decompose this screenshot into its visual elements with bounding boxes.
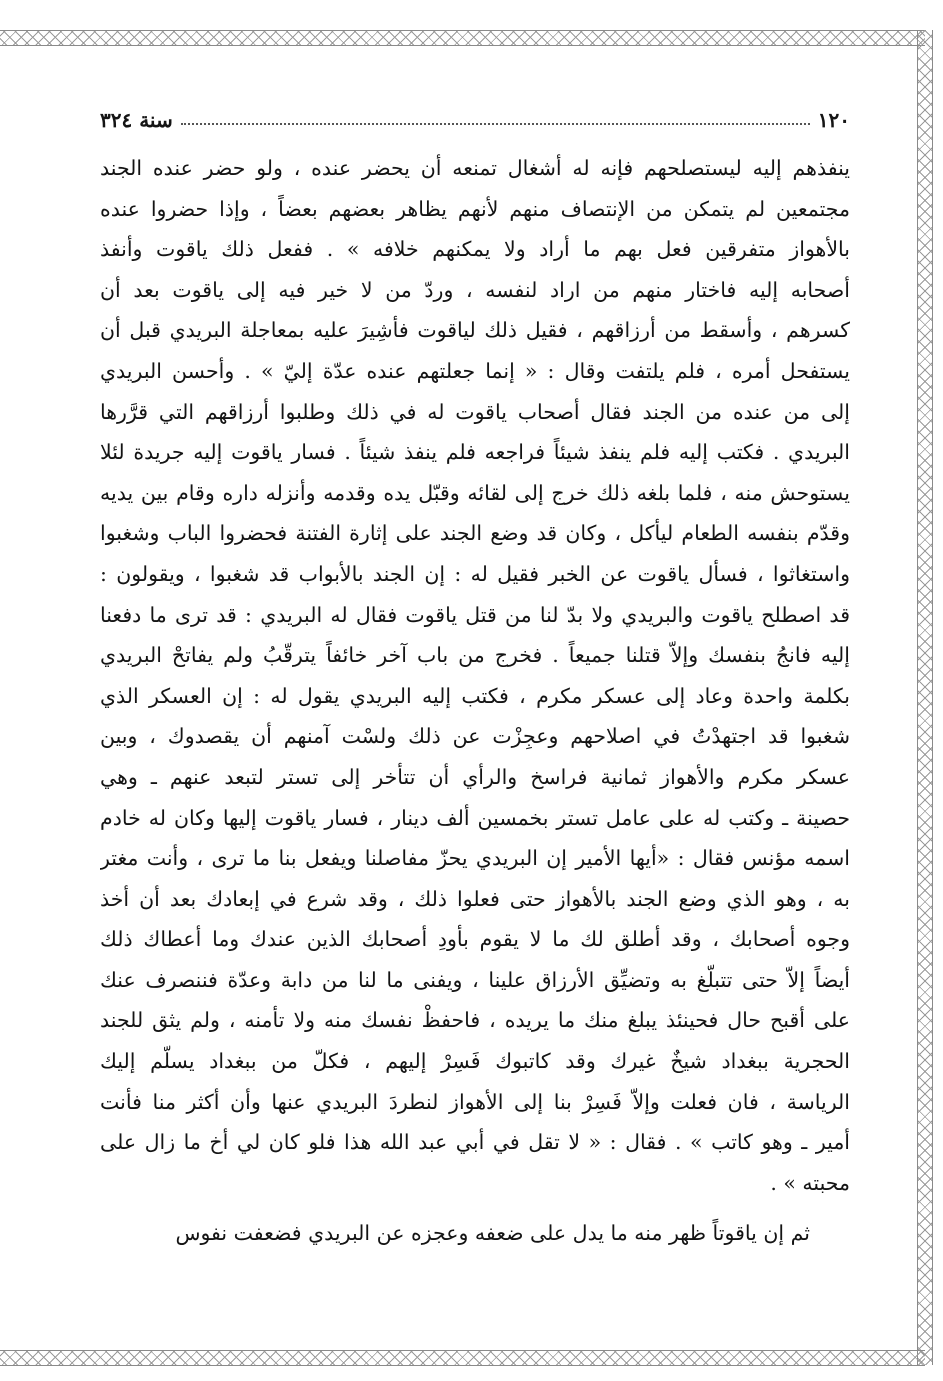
decorative-border-bottom	[0, 1350, 925, 1366]
body-text	[100, 148, 850, 1254]
paragraph-gap	[100, 1203, 850, 1213]
text-line: على أقبح حال فحينئذ يبلغ منك ما يريده ، فاحفظْ نفسك منه ولا تأمنه ، ولم يثق للجند	[100, 1008, 850, 1033]
text-line: يستوحش منه ، فلما بلغه ذلك خرج إلى لقائه وقبّل يده وقدمه وأنزله داره وقام بين يديه	[100, 480, 850, 505]
text-line: الرياسة ، فان فعلت وإلاّ فَسِرْ بنا إلى الأهواز لنطردَ البريدي عنها وأن أكثر منا فأنت	[100, 1089, 850, 1114]
text-line: أيضاً إلاّ حتى تتبلّغ به وتضيِّق الأرزاق علينا ، ويفنى ما لنا من دابة وعدّة فننصرف عنك	[100, 967, 850, 992]
text-line: كسرهم ، وأسقط من أرزاقهم ، فقيل ذلك لياقوت فأشِيرَ عليه بمعاجلة البريدي قبل أن	[100, 318, 850, 343]
page-header	[100, 100, 850, 132]
text-line: اسمه مؤنس فقال : «أيها الأمير إن البريدي يحزّ مفاصلنا ويفعل بنا ما ترى ، وأنت مغتر	[100, 846, 850, 871]
header-dotted-leader	[181, 123, 810, 125]
text-line: وقدّم بنفسه الطعام ليأكل ، وكان قد وضع الجند على إثارة الفتنة فحضروا الباب وشغبوا	[100, 521, 850, 546]
text-line: قد اصطلح ياقوت والبريدي ولا بدّ لنا من قتل ياقوت فقال له البريدي : قد ترى ما دفعنا	[100, 602, 850, 627]
text-line: ينفذهم إليه ليستصلحهم فإنه له أشغال تمنعه أن يحضر عنده ، ولو حضر عنده الجند	[100, 156, 850, 180]
year-label: سنة ٣٢٤	[100, 108, 173, 132]
text-line: حصينة ـ وكتب له على عامل تستر بخمسين ألف دينار ، فسار ياقوت إليها وكان له خادم	[100, 805, 850, 830]
text-line: البريدي . فكتب إليه فلم ينفذ شيئاً فراجعه فلم ينفذ شيئاً . فسار ياقوت إليه جريدة لئلا	[100, 440, 850, 465]
page-number: ١٢٠	[817, 108, 850, 132]
text-line: واستغاثوا ، فسأل ياقوت عن الخبر فقيل له : إن الجند بالأبواب قد شغبوا ، ويقولون :	[100, 561, 850, 586]
text-line: عسكر مكرم والأهواز ثمانية فراسخ والرأي أن تتأخر إلى تستر لتبعد عنهم ـ وهي	[100, 764, 850, 789]
text-line: يستفحل أمره ، فلم يلتفت وقال : « إنما جعلتهم عنده عدّة إليّ » . وأحسن البريدي	[100, 358, 850, 383]
text-line: الحجرية ببغداد شيخٌ غيرك وقد كاتبوك فَسِرْ إليهم ، فكلّ من ببغداد يسلّم إليك	[100, 1049, 850, 1074]
decorative-border-top	[0, 30, 925, 46]
text-line: محبته » .	[770, 1170, 850, 1195]
text-line: بالأهواز متفرقين فعل بهم ما أراد ولا يمكنهم خلافه » . ففعل ذلك ياقوت وأنفذ	[100, 237, 850, 262]
text-line: أصحابه إليه فاختار منهم من اراد لنفسه ، وردّ من لا خير فيه إلى ياقوت بعد أن	[100, 277, 850, 302]
text-line: إليه فانجُ بنفسك وإلاّ قتلنا جميعاً . فخرج من باب آخر خائفاً يترقّبُ ولم يفاتحْ البريدي	[100, 643, 850, 668]
text-line: بكلمة واحدة وعاد إلى عسكر مكرم ، فكتب إليه البريدي يقول له : إن العسكر الذي	[100, 683, 850, 708]
text-line: إلى من عنده من الجند فقال أصحاب ياقوت له في ذلك وطلبوا أرزاقهم التي قرَّرها	[100, 399, 850, 424]
text-line: به ، وهو الذي وضع الجند بالأهواز حتى فعلوا ذلك ، وقد شرع في إبعادك بعد أن أخذ	[100, 886, 850, 911]
text-line: شغبوا قد اجتهدْتُ في اصلاحهم وعجِزْت عن ذلك ولسْت آمنهم أن يقصدوك ، وبين	[100, 724, 850, 749]
text-line: وجوه أصحابك ، وقد أطلق لك ما لا يقوم بأودِ أصحابك الذين عندك وما أعطاك ذلك	[100, 927, 850, 952]
text-line: أمير ـ وهو كاتب » . فقال : « لا تقل في أبي عبد الله هذا فلو كان لي أخ ما زال على	[100, 1130, 850, 1155]
paragraph-start-line: ثم إن ياقوتاً ظهر منه ما يدل على ضعفه وعجزه عن البريدي فضعفت نفوس	[175, 1221, 810, 1246]
decorative-border-right	[917, 30, 933, 1365]
text-line: مجتمعين لم يتمكن من الإنتصاف منهم لأنهم يظاهر بعضهم بعضاً ، وإذا حضروا عنده	[100, 196, 850, 221]
